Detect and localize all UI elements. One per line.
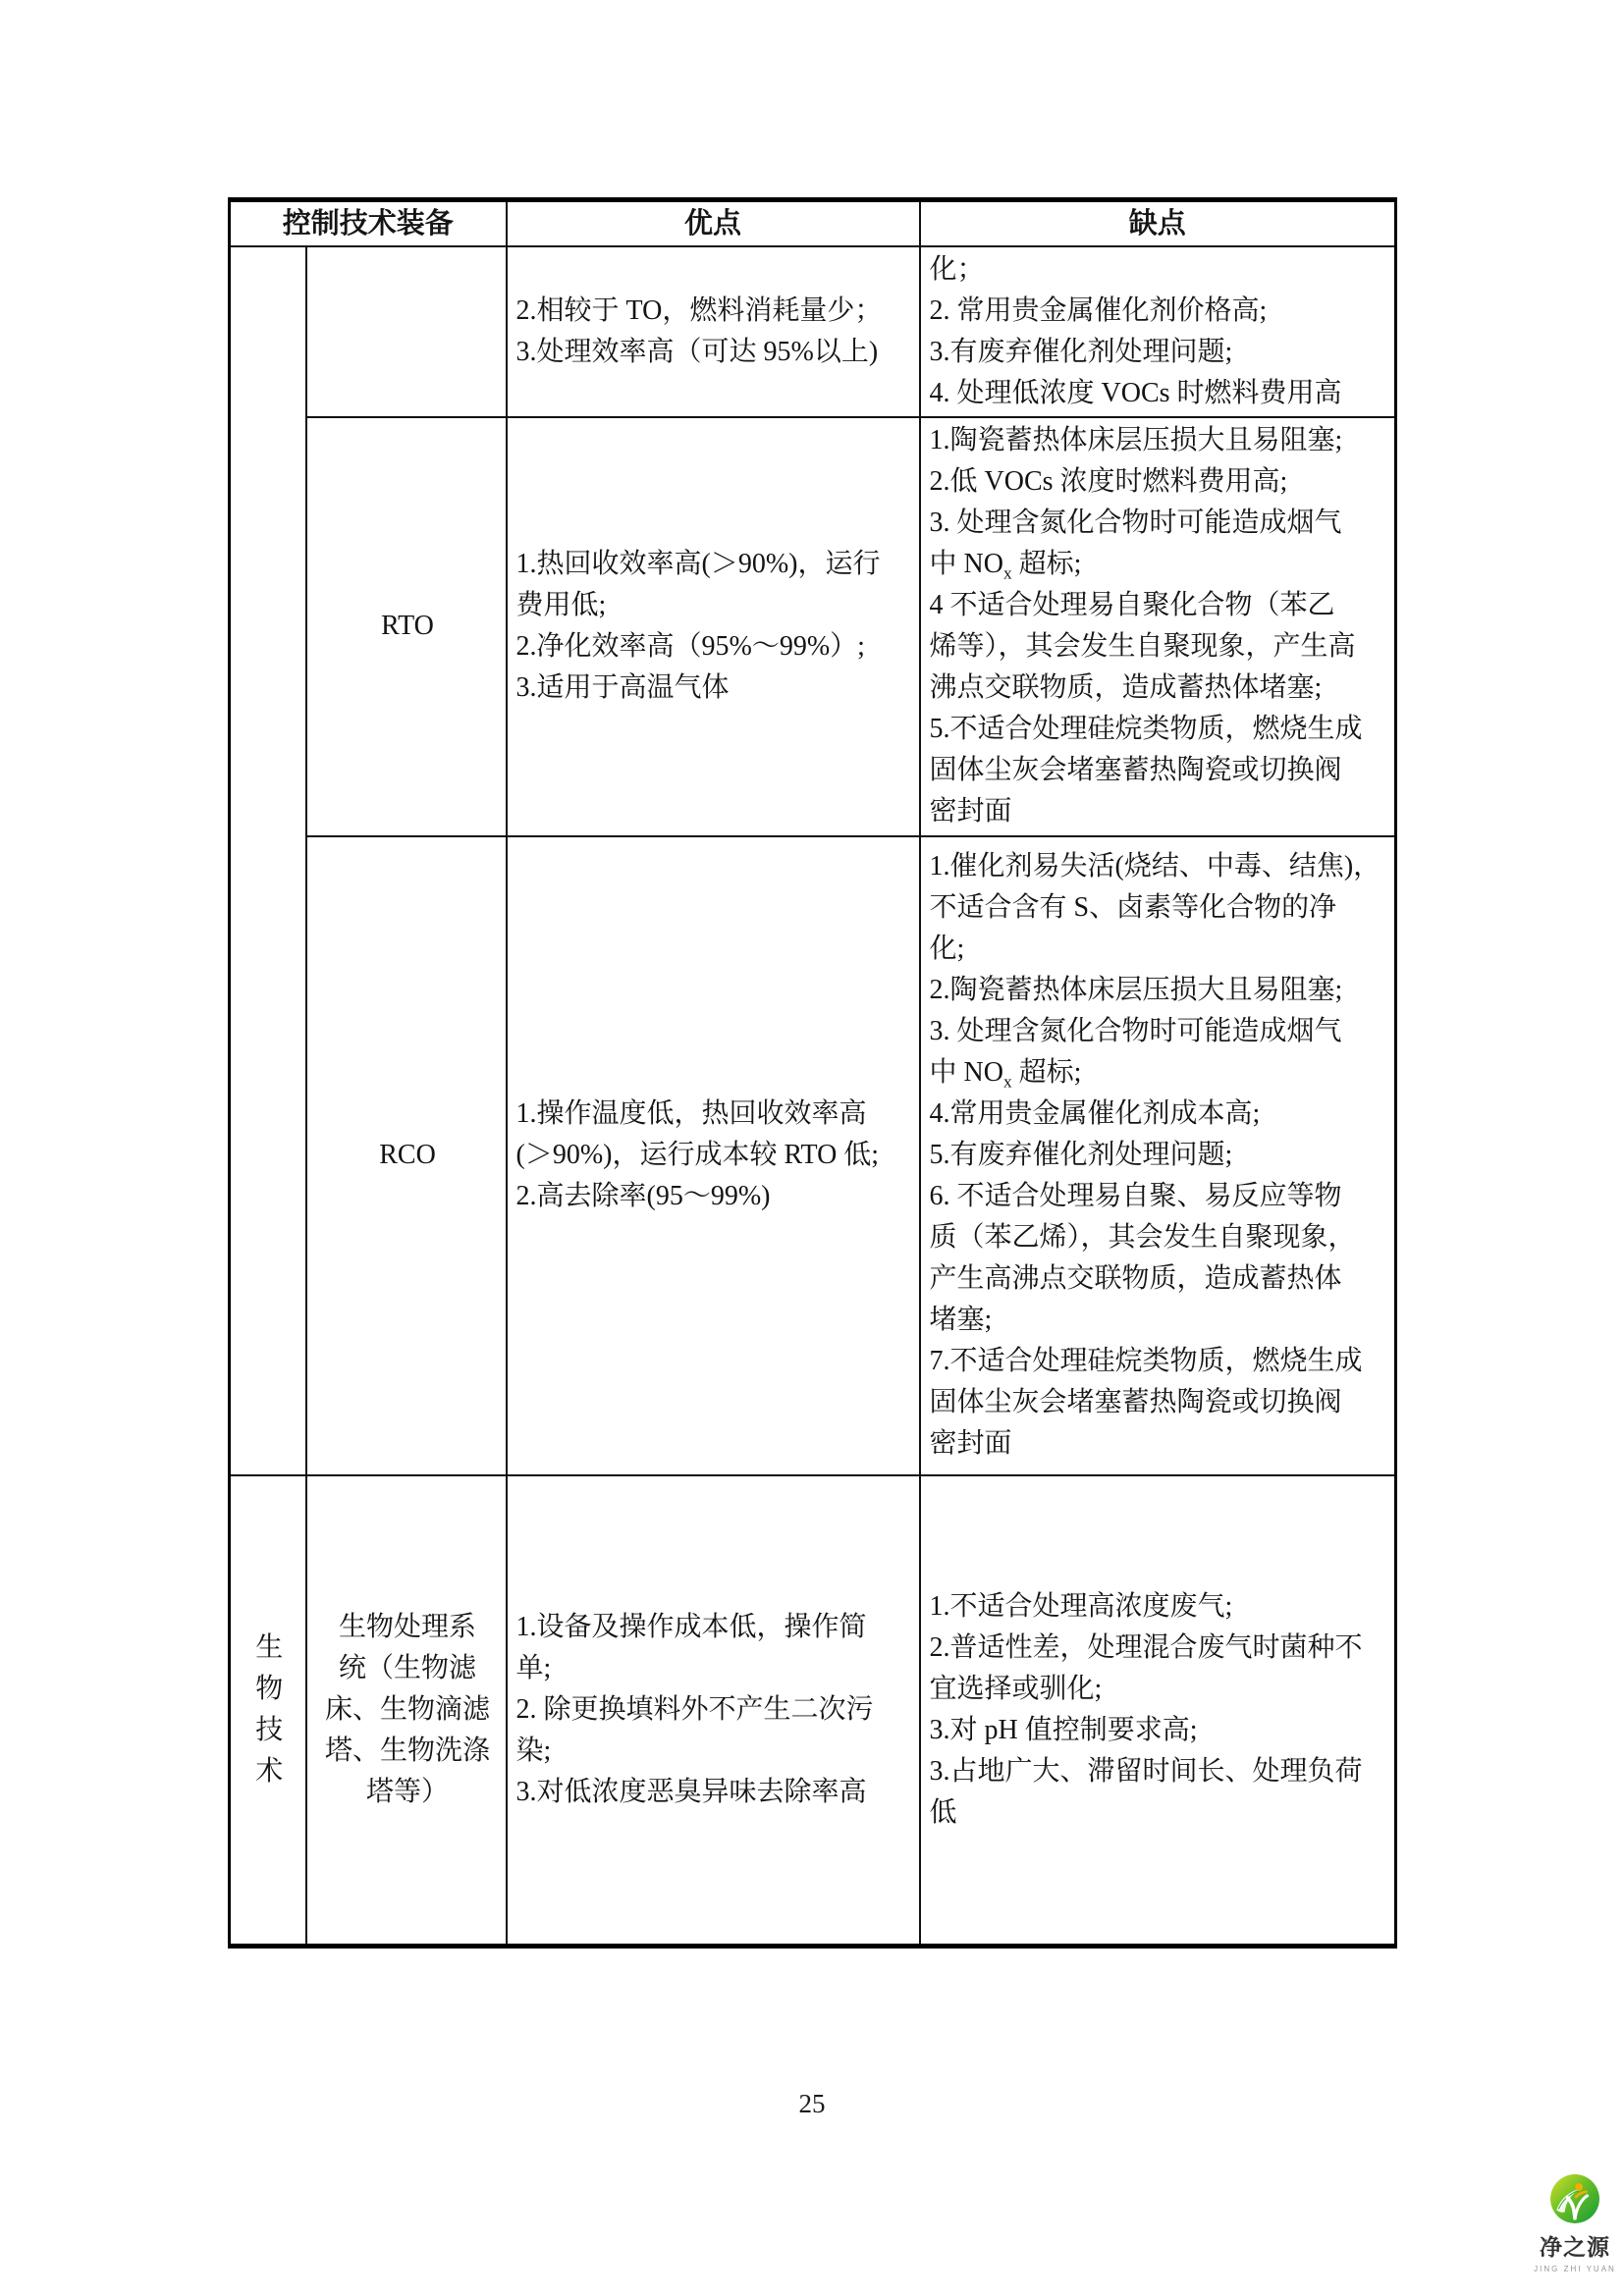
jingzhiyuan-logo-icon — [1549, 2173, 1600, 2224]
table-row-rco — [230, 836, 1396, 1475]
table-row-bio — [230, 1475, 1396, 1947]
cell-cons-co: 化； 2. 常用贵金属催化剂价格高; 3.有废弃催化剂处理问题; 4. 处理低浓度 VOCs 时燃料费用高 — [920, 246, 1396, 417]
logo-name-cn: 净之源 — [1540, 2234, 1610, 2260]
cell-cons-rco: 1.催化剂易失活(烧结、中毒、结焦)， 不适合含有 S、卤素等化合物的净 化; 2.陶瓷蓄热体床层压损大且易阻塞; 3. 处理含氮化合物时可能造成烟气 中 $NO_x$ 超标; 4.常用贵金属催化剂成本高; 5.有废弃催化剂处理问题; 6. 不适合处理易自聚、易反应等物 质（苯乙烯），其会发生自聚现象， 产生高沸点交联物质，造成蓄热体 堵塞; 7.不适合处理硅烷类物质，燃烧生成 固体尘灰会堵塞蓄热陶瓷或切换阀 密封面 — [920, 836, 1396, 1475]
page-number: 25 — [798, 2089, 826, 2118]
control-tech-table — [228, 197, 1397, 1949]
cell-pros-co: 2.相较于 TO，燃料消耗量少； 3.处理效率高（可达 95%以上) — [507, 246, 920, 417]
cell-pros-bio: 1.设备及操作成本低，操作简 单; 2. 除更换填料外不产生二次污 染; 3.对低浓度恶臭异味去除率高 — [507, 1475, 920, 1947]
cell-cons-bio: 1.不适合处理高浓度废气; 2.普适性差，处理混合废气时菌种不 宜选择或驯化; 3.对 pH 值控制要求高; 3.占地广大、滞留时间长、处理负荷 低 — [920, 1475, 1396, 1947]
cell-pros-rco: 1.操作温度低，热回收效率高 (＞90%)，运行成本较 RTO 低; 2.高去除率(95～99%) — [507, 836, 920, 1475]
table-row-rto — [230, 417, 1396, 836]
cell-pros-rto: 1.热回收效率高(＞90%)，运行 费用低; 2.净化效率高（95%～99%）; 3.适用于高温气体 — [507, 417, 920, 836]
cell-category-bio: 生 物 技 术 — [230, 1475, 306, 1947]
logo-name-en: JING ZHI YUAN — [1534, 2265, 1616, 2273]
cell-name-rco: RCO — [306, 836, 507, 1475]
cell-name-bio: 生物处理系 统（生物滤 床、生物滴滤 塔、生物洗涤 塔等） — [306, 1475, 507, 1947]
cell-cons-rto: 1.陶瓷蓄热体床层压损大且易阻塞; 2.低 VOCs 浓度时燃料费用高; 3. 处理含氮化合物时可能造成烟气 中 $NO_x$ 超标; 4 不适合处理易自聚化合物（苯乙 烯等），其会发生自聚现象，产生高 沸点交联物质，造成蓄热体堵塞; 5.不适合处理硅烷类物质，燃烧生成 固体尘灰会堵塞蓄热陶瓷或切换阀 密封面 — [920, 417, 1396, 836]
table-row-co-continuation — [230, 246, 1396, 417]
table-header-row — [230, 200, 1396, 246]
cell-name-co — [306, 246, 507, 417]
header-cons: 缺点 — [920, 200, 1396, 246]
header-pros: 优点 — [507, 200, 920, 246]
cell-name-rto: RTO — [306, 417, 507, 836]
header-equipment: 控制技术装备 — [230, 200, 507, 246]
jingzhiyuan-logo — [1526, 2173, 1624, 2273]
cell-category-combustion — [230, 246, 306, 1475]
page-footer — [0, 2089, 1624, 2119]
